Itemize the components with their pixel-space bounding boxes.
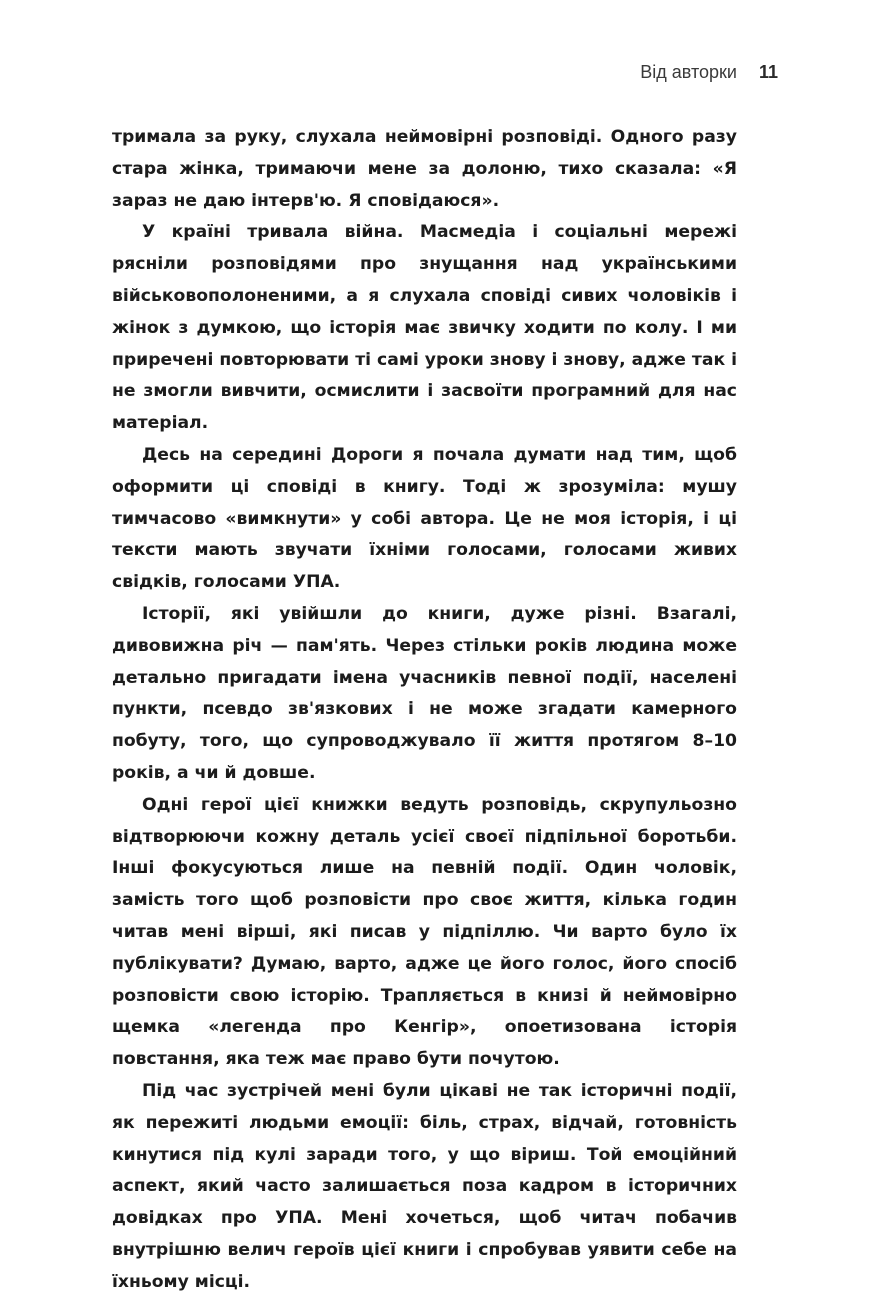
page-number: 11 <box>758 62 778 82</box>
paragraph: У країні тривала війна. Масмедіа і соціальні мережі рясніли розповідями про знущання над українськими військовополоненими, а я слухала сповіді сивих чоловіків і жінок з думкою, що історія має звичку ходити по колу. І ми приречені повторювати ті самі уроки знову і знову, адже так і не змогли вивчити, осмислити і засвоїти програмний для нас матеріал. <box>112 222 737 434</box>
section-title: Від авторки <box>640 62 737 82</box>
running-header <box>640 62 778 83</box>
paragraph: Десь на середині Дороги я почала думати над тим, щоб оформити ці сповіді в книгу. Тоді ж зрозуміла: мушу тимчасово «вимкнути» у собі автора. Це не моя історія, і ці тексти мають звучати їхніми голосами, голосами живих свідків, голосами УПА. <box>112 444 737 593</box>
paragraph: Одні герої цієї книжки ведуть розповідь, скрупульозно відтворюючи кожну деталь усієї своєї підпільної боротьби. Інші фокусуються лише на певній події. Один чоловік, замість того щоб розповісти про своє життя, кілька годин читав мені вірші, які писав у підпіллю. Чи варто було їх публікувати? Думаю, варто, адже це його голос, його спосіб розповісти свою історію. Трапляється в книзі й неймовірно щемка «легенда про Кенгір», опоетизована історія повстання, яка теж має право бути почутою. <box>112 794 737 1070</box>
paragraph: Історії, які увійшли до книги, дуже різні. Взагалі, дивовижна річ — пам'ять. Через стільки років людина може детально пригадати імена учасників певної події, населені пункти, псевдо зв'язкових і не може згадати камерного побуту, того, що супроводжувало її життя протягом 8–10 років, а чи й довше. <box>112 603 737 783</box>
paragraph: Під час зустрічей мені були цікаві не так історичні події, як пережиті людьми емоції: біль, страх, відчай, готовність кинутися під кулі заради того, у що віриш. Той емоційний аспект, який часто залишається поза кадром в історичних довідках про УПА. Мені хочеться, щоб читач побачив внутрішню велич героїв цієї книги і спробував уявити себе на їхньому місці. <box>112 1080 737 1292</box>
paragraph-continuation: тримала за руку, слухала неймовірні розповіді. Одного разу стара жінка, тримаючи мене за долоню, тихо сказала: «Я зараз не даю інтерв'ю. Я сповідаюся». <box>112 127 737 211</box>
body-text <box>112 122 737 1298</box>
